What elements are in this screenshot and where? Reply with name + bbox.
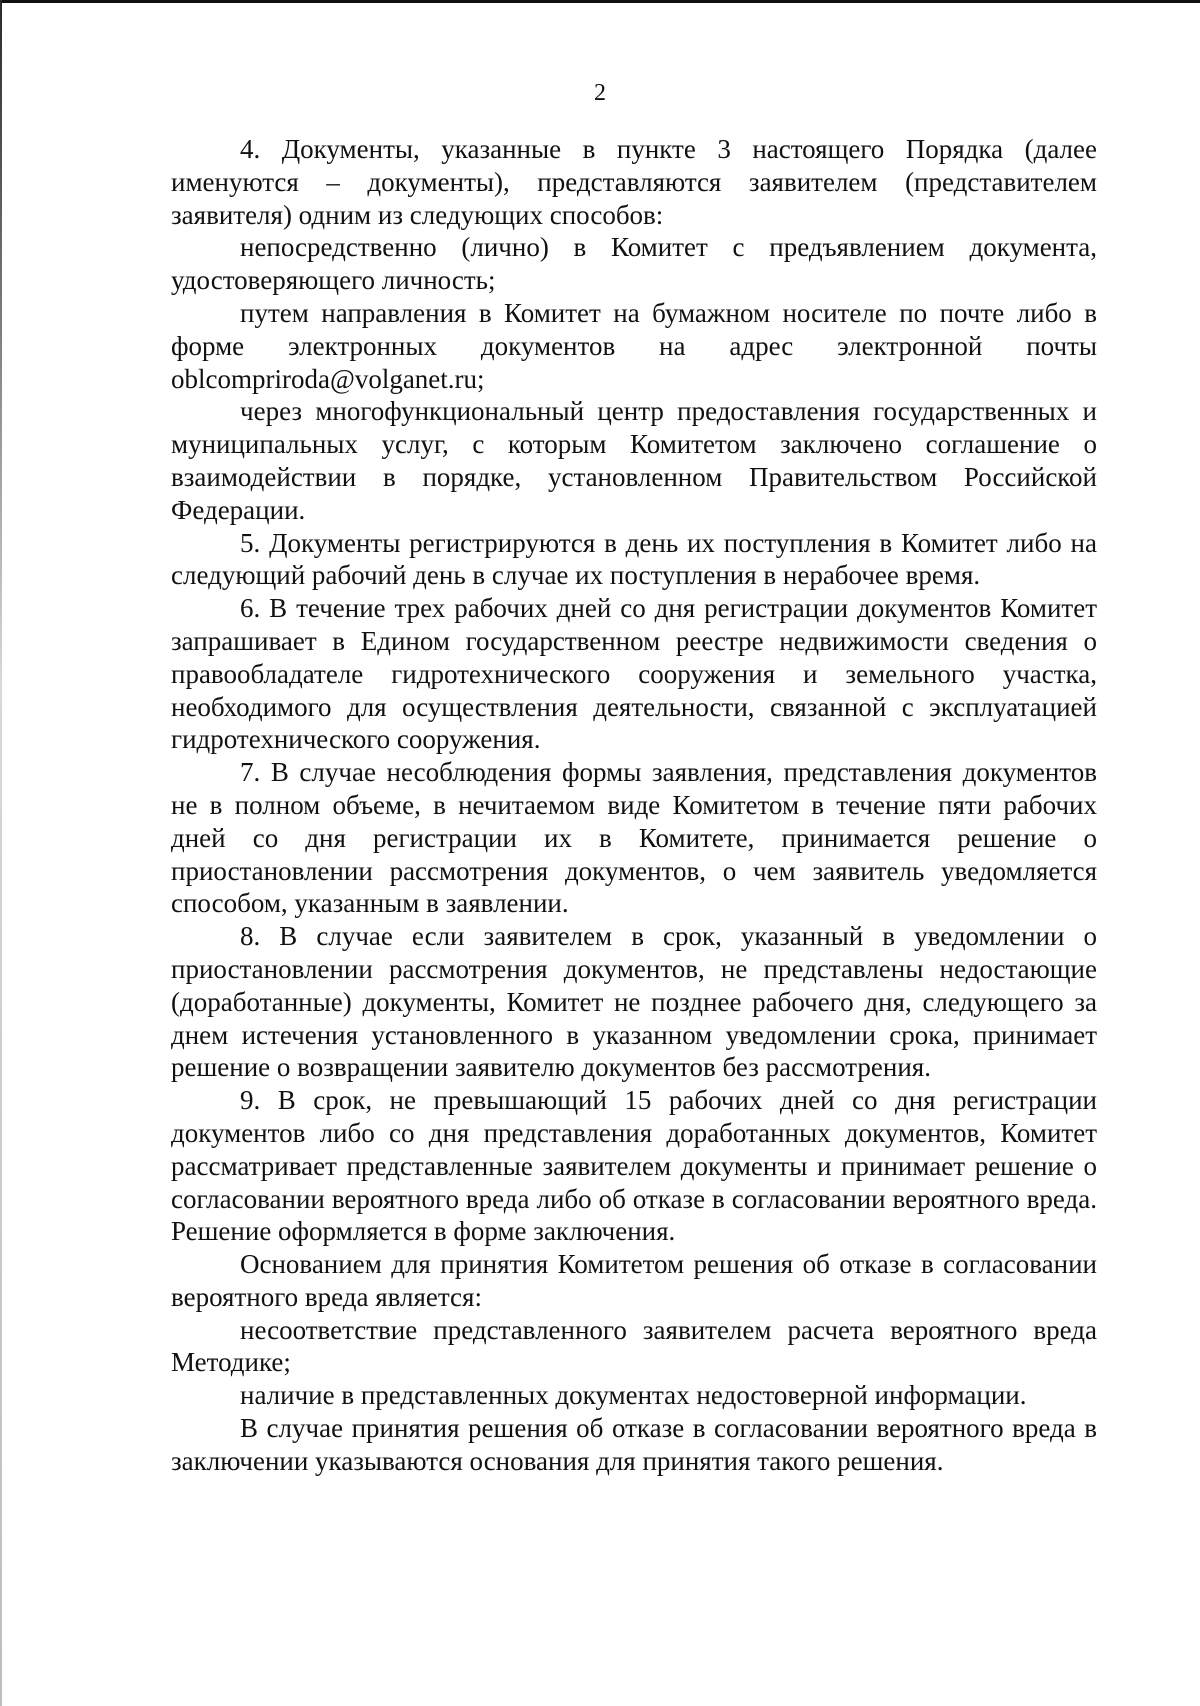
paragraph-4: 4. Документы, указанные в пункте 3 настоящего Порядка (далее именуются – документы), представляются заявителем (представителем заявителя) одним из следующих способов: [171,134,1097,230]
paragraph-by-mail: путем направления в Комитет на бумажном носителе по почте либо в форме электронных документов на адрес электронной почты oblcompriroda@volganet.ru; [171,297,1097,394]
paragraph-5: 5. Документы регистрируются в день их поступления в Комитет либо на следующий рабочий день в случае их поступления в нерабочее время. [171,527,1097,591]
paragraph-false-info: наличие в представленных документах недостоверной информации. [240,1380,1027,1411]
paragraph-9: 9. В срок, не превышающий 15 рабочих дней со дня регистрации документов либо со дня представления доработанных документов, Комитет рассматривает представленные заявителем документы и принимает решение о согласовании вероятного вреда либо об отказе в согласовании вероятного вреда. Решение оформляется в форме заключения. [171,1085,1097,1247]
document-body [171,133,1097,1478]
paragraph-6: 6. В течение трех рабочих дней со дня регистрации документов Комитет запрашивает в Едином государственном реестре недвижимости сведения о правообладателе гидротехнического сооружения и земельного участка, необходимого для осуществления деятельности, связанной с эксплуатацией гидротехнического сооружения. [171,593,1097,755]
scan-border-left [0,0,2,1706]
scan-border-top [0,0,1200,3]
paragraph-8: 8. В случае если заявителем в срок, указанный в уведомлении о приостановлении рассмотрения документов, не представлены недостающие (доработанные) документы, Комитет не позднее рабочего дня, следующего за днем истечения установленного в указанном уведомлении срока, принимает решение о возвращении заявителю документов без рассмотрения. [171,921,1097,1083]
paragraph-mfc: через многофункциональный центр предоставления государственных и муниципальных услуг, с которым Комитетом заключено соглашение о взаимодействии в порядке, установленном Правительством Российской Федерации. [171,396,1097,525]
paragraph-in-person: непосредственно (лично) в Комитет с предъявлением документа, удостоверяющего личность; [171,232,1097,296]
page-number: 2 [594,80,606,106]
paragraph-mismatch: несоответствие представленного заявителем расчета вероятного вреда Методике; [171,1314,1097,1378]
paragraph-refusal-grounds: Основанием для принятия Комитетом решения об отказе в согласовании вероятного вреда является: [171,1249,1097,1312]
paragraph-refusal-conclusion: В случае принятия решения об отказе в согласовании вероятного вреда в заключении указываются основания для принятия такого решения. [171,1413,1097,1476]
paragraph-7: 7. В случае несоблюдения формы заявления, представления документов не в полном объеме, в нечитаемом виде Комитетом в течение пяти рабочих дней со дня регистрации их в Комитете, принимается решение о приостановлении рассмотрения документов, о чем заявитель уведомляется способом, указанным в заявлении. [171,757,1097,919]
